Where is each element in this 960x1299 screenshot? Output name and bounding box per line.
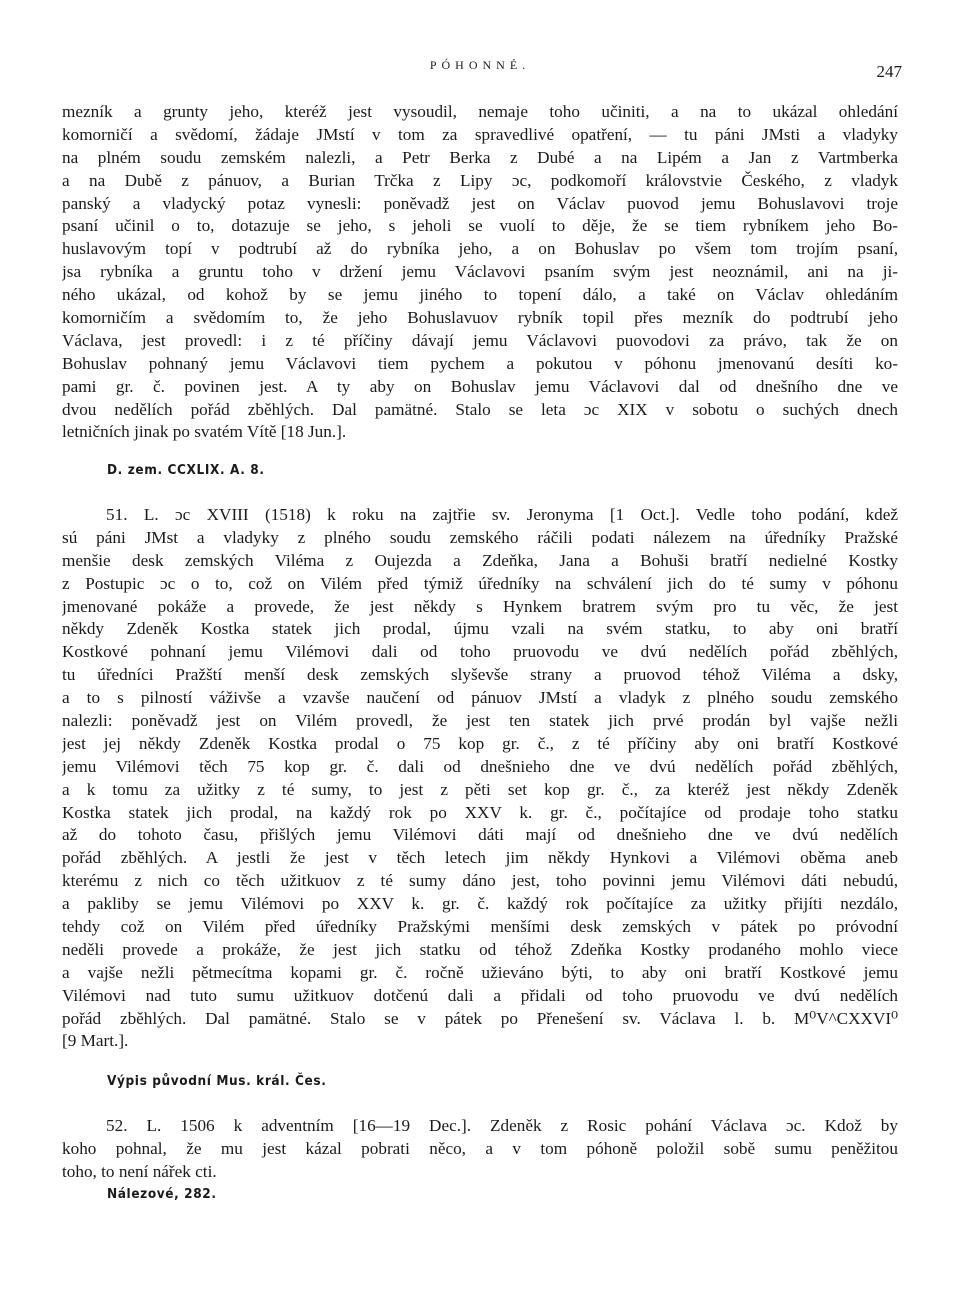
text-line: a na Dubě z pánuov, a Burian Trčka z Lipy ɔc, podkomoří královstvie Českého, z vladyk [62, 170, 898, 190]
text-line: jest jej někdy Zdeněk Kostka prodal o 75 kop gr. č., z té příčiny aby oni bratří Kostkové [62, 733, 898, 753]
text-line: [9 Mart.]. [62, 1031, 129, 1051]
text-line: na plném soudu zemském nalezli, a Petr Berka z Dubé a na Lipém a Jan z Vartmberka [62, 147, 898, 167]
text-line: panský a vladycký potaz vynesli: poněvadž jest on Václav puovod jemu Bohuslavovi troje [62, 193, 898, 213]
text-line: kterému z nich co těch užitkuov z té sumy dáno jest, toho povinni jemu Vilémovi dáti nebudú, [62, 871, 898, 891]
text-line: až do tohoto času, přišlých jemu Vilémovi dáti mají od dnešnieho dne ve dvú nedělích [62, 825, 898, 845]
text-line: Kostka statek jich prodal, na každý rok po XXV k. gr. č., počítajíce od prodaje toho statku [62, 802, 898, 822]
text-line: a vajše nežli pětmecítma kopami gr. č. ročně užieváno býti, to aby oni bratří Kostkové jemu [62, 962, 898, 982]
text-line: a pakliby se jemu Vilémovi po XXV k. gr. č. každý rok počítajíce za užitky přijíti nezdálo, [62, 894, 898, 914]
text-line: Bohuslav pohnaný jemu Václavovi tiem pychem a pokutou v póhonu jmenovanú desíti ko- [62, 353, 898, 373]
text-line: jmenované pokáže a provede, že jest někdy s Hynkem bratrem svým pro tu věc, že jest [62, 596, 898, 616]
running-head: PÓHONNÉ. [429, 58, 531, 72]
text-line: 51. L. ɔc XVIII (1518) k roku na zajtřie sv. Jeronyma [1 Oct.]. Vedle toho podání, kdež [106, 505, 898, 524]
entry-52 [62, 1115, 898, 1184]
text-line: komorničí a svědomí, žádaje JMstí v tom za spravedlivé opatření, — tu páni JMsti a vladyky [62, 124, 898, 144]
text-line: pami gr. č. povinen jest. A ty aby on Bohuslav jemu Václavovi dal od dnešního dne ve [62, 376, 898, 396]
text-line: a to s pilností váživše a vzavše naučení od pánuov JMstí a vladyk z plného soudu zemského [62, 688, 898, 708]
text-line: ného ukázal, od kohož by se jemu jiného to topení dálo, a také on Václav ohledáním [62, 285, 898, 305]
text-line: a k tomu za užitky z té sumy, to jest z pěti set kop gr. č., za kteréž jest někdy Zdeněk [62, 779, 898, 799]
text-line: mezník a grunty jeho, kteréž jest vysoudil, nemaje toho učiniti, a na to ukázal ohledání [62, 102, 898, 121]
text-line: Václava, jest provedl: i z té příčiny dávají jemu Václavovi puovodovi za právo, tak že on [62, 330, 898, 350]
text-line: Vilémovi nad tuto sumu užitkuov dotčenú dali a přidali od toho pruovodu ve dvú nedělích [62, 985, 898, 1005]
source-citation: Výpis původní Mus. král. Čes. [107, 1073, 327, 1089]
entry-continuation [62, 101, 898, 444]
text-line: sú páni JMst a vladyky z plného soudu zemského ráčili podati nálezem na úředníky Pražské [62, 527, 898, 547]
text-line: pořád zběhlých. A jestli že jest v těch letech jim někdy Hynkovi a Vilémovi oběma aneb [62, 848, 898, 868]
text-line: Kostkové pohnaní jemu Vilémovi dali od toho pruovodu ve dvú nedělích pořád zběhlých, [62, 642, 898, 662]
text-line: jsa rybníka a gruntu toho v držení jemu Václavovi psaním svým jest neoznámil, ani na ji- [62, 262, 898, 282]
text-line: menšie desk zemských Viléma z Oujezda a Zdeňka, Jana a Bohuši bratří nedielné Kostky [62, 550, 898, 570]
text-line: 52. L. 1506 k adventním [16—19 Dec.]. Zdeněk z Rosic pohání Václava ɔc. Kdož by [106, 1116, 898, 1135]
source-citation: Nálezové, 282. [107, 1186, 217, 1202]
source-citation: D. zem. CCXLIX. A. 8. [107, 462, 265, 478]
text-line: jemu Vilémovi těch 75 kop gr. č. dali od dnešnieho dne ve dvú nedělích pořád zběhlých, [62, 756, 898, 776]
text-line: letničních jinak po svatém Vítě [18 Jun.]. [62, 422, 347, 442]
text-line: tehdy což on Vilém před úředníky Pražskými menšími desk zemských v pátek po próvodní [62, 917, 898, 937]
text-line: pořád zběhlých. Dal pamätné. Stalo se v pátek po Přenešení sv. Václava l. b. M⁰V^CXXVI⁰ [62, 1008, 898, 1028]
text-line: toho, to není nářek cti. [62, 1161, 217, 1181]
text-line: z Postupic ɔc o to, což on Vilém před týmiž úředníky na schválení jich do té sumy v póhonu [62, 573, 898, 593]
text-line: nalezli: poněvadž jest on Vilém provedl, že jest ten statek jich prvé prodán byl vajše nežli [62, 711, 898, 731]
text-line: huslavovým topí v podtrubí až do rybníka jeho, a on Bohuslav po všem tom trojím psaní, [62, 239, 898, 259]
text-line: někdy Zdeněk Kostka statek jich prodal, újmu vzali na svém statku, to aby oni bratří [62, 619, 898, 639]
page-number: 247 [876, 62, 902, 81]
text-line: psaní učinil o to, dotazuje se jeho, s jeholi se vuolí to děje, že se tiem rybníkem jeho Bo- [62, 216, 898, 236]
text-line: komorničím a svědomím to, že jeho Bohuslavuov rybník topil přes mezník do podtrubí jeho [62, 308, 898, 328]
text-line: koho pohnal, že mu jest kázal pobrati něco, a v tom póhoně položil sobě sumu peněžitou [62, 1138, 898, 1158]
entry-51 [62, 504, 898, 1053]
text-line: neděli provede a prokáže, že jest jich statku od téhož Zdeňka Kostky prodaného mohlo viece [62, 939, 898, 959]
text-line: dvou nedělích pořád zběhlých. Dal pamätné. Stalo se leta ɔc XIX v sobotu o suchých dnech [62, 399, 898, 419]
text-line: tu úředníci Pražští menší desk zemských slyševše strany a pruovod téhož Viléma a dsky, [62, 665, 898, 685]
